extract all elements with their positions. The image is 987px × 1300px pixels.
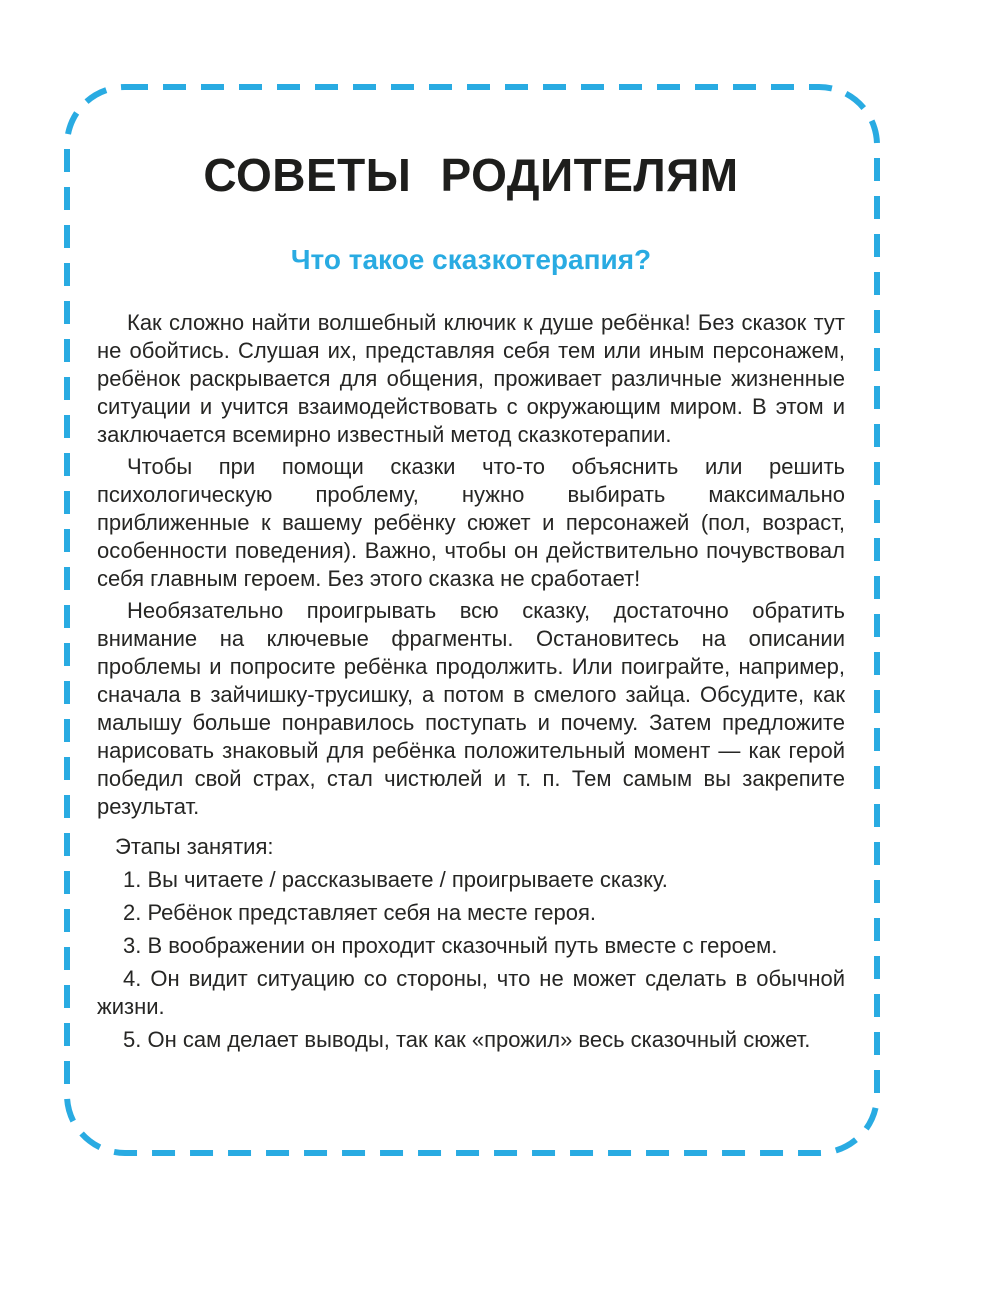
stage-item-1: 1. Вы читаете / рассказываете / проигрываете сказку.: [123, 867, 668, 893]
stage-item-5: 5. Он сам делает выводы, так как «прожил» весь сказочный сюжет.: [123, 1027, 811, 1053]
section-subtitle: Что такое сказкотерапия?: [290, 243, 652, 275]
page-title: СОВЕТЫ РОДИТЕЛЯМ: [203, 149, 739, 201]
stages-heading: Этапы занятия:: [115, 834, 274, 860]
stage-item-3: 3. В воображении он проходит сказочный путь вместе с героем.: [123, 933, 778, 959]
paragraph-2: Чтобы при помощи сказки что-то объяснить или решить психологическую проблему, нужно выбирать максимально приближенные к вашему ребёнку сюжет и персонажей (пол, возраст, особенности поведения). Важно, чтобы он действительно почувствовал себя главным героем. Без этого сказка не сработает!: [97, 454, 845, 592]
paragraph-1: Как сложно найти волшебный ключик к душе ребёнка! Без сказок тут не обойтись. Слушая их, представляя себя тем или иным персонажем, ребёнок раскрывается для общения, проживает различные жизненные ситуации и учится взаимодействовать с окружающим миром. В этом и заключается всемирно известный метод сказкотерапии.: [97, 310, 845, 448]
page-content: [97, 0, 845, 1059]
stage-item-4: 4. Он видит ситуацию со стороны, что не может сделать в обычной жизни.: [97, 966, 845, 1020]
stage-item-2: 2. Ребёнок представляет себя на месте героя.: [123, 900, 596, 926]
paragraph-3: Необязательно проигрывать всю сказку, достаточно обратить внимание на ключевые фрагменты. Остановитесь на описании проблемы и попросите ребёнка продолжить. Или поиграйте, например, сначала в зайчишку-трусишку, а потом в смелого зайца. Обсудите, как малышу больше понравилось поступать и почему. Затем предложите нарисовать знаковый для ребёнка положительный момент — как герой победил свой страх, стал чистюлей и т. п. Тем самым вы закрепите результат.: [97, 598, 845, 820]
